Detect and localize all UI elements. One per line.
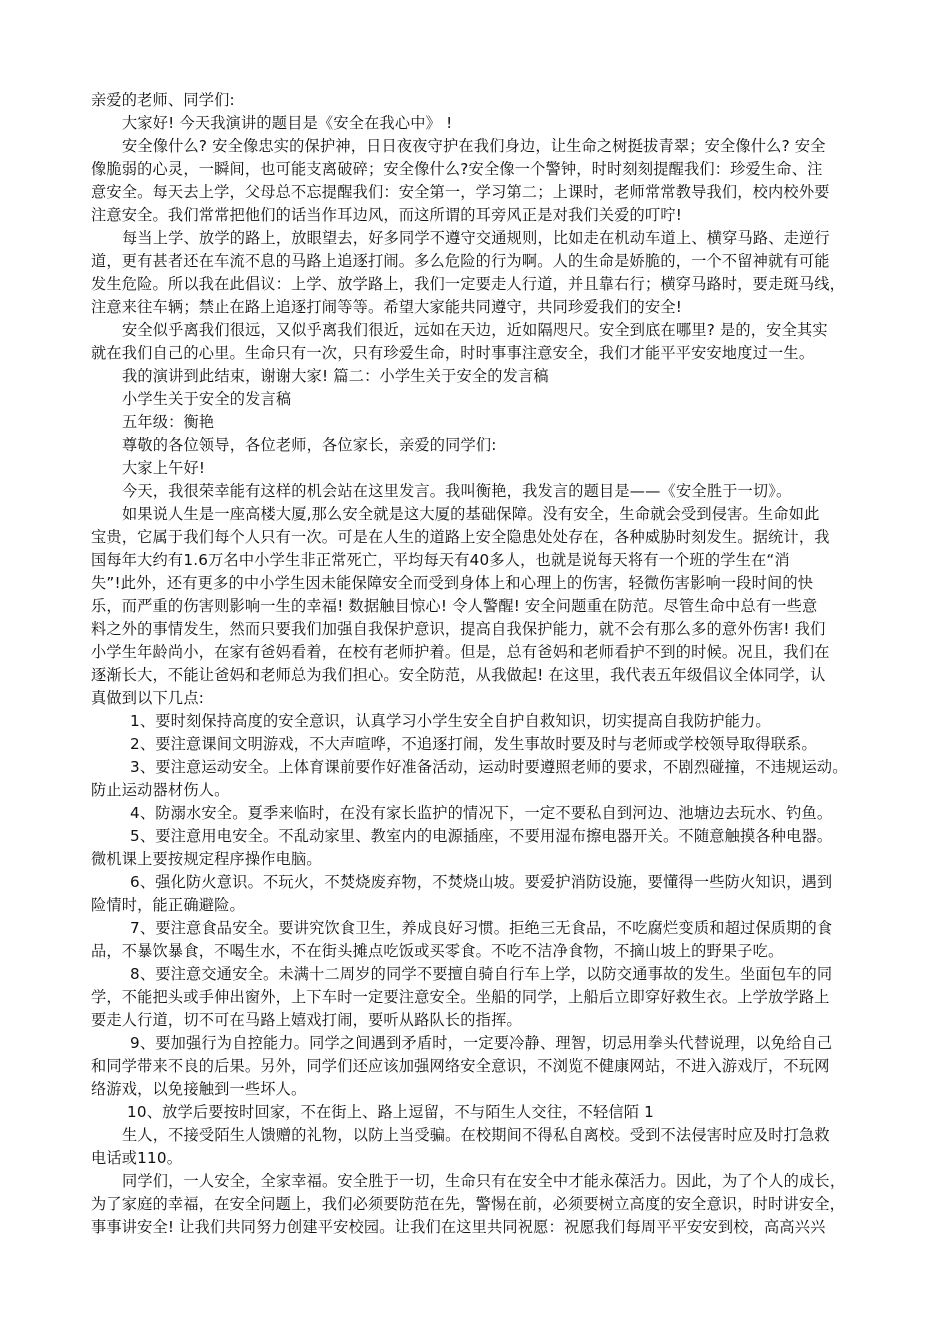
text-line: 每当上学、放学的路上，放眼望去，好多同学不遵守交通规则，比如走在机动车道上、横穿马路、走逆行 bbox=[122, 229, 830, 247]
text-line: 小学生年龄尚小，在家有爸妈看着，在校有老师护着。但是，总有爸妈和老师看护不到的时候。况且，我们在 bbox=[91, 643, 830, 661]
text-line: 4、防溺水安全。夏季来临时，在没有家长监护的情况下，一定不要私自到河边、池塘边去玩水、钓鱼。 bbox=[130, 804, 833, 822]
text-line: 险情时，能正确避险。 bbox=[91, 896, 245, 914]
text-line: 6、强化防火意识。不玩火，不焚烧废弃物，不焚烧山坡。要爱护消防设施，要懂得一些防火知识，遇到 bbox=[130, 873, 833, 891]
text-line: 注意安全。我们常常把他们的话当作耳边风，而这所谓的耳旁风正是对我们关爱的叮咛! bbox=[91, 206, 683, 224]
text-line: 防止运动器材伤人。 bbox=[91, 781, 230, 799]
text-line: 络游戏，以免接触到一些坏人。 bbox=[91, 1080, 307, 1098]
text-line: 要走人行道，切不可在马路上嬉戏打闹，要听从路队长的指挥。 bbox=[91, 1011, 522, 1029]
text-line: 生人，不接受陌生人馈赠的礼物，以防上当受骗。在校期间不得私自离校。受到不法侵害时应及时打急救 bbox=[122, 1126, 830, 1144]
text-line: 电话或110。 bbox=[91, 1149, 183, 1167]
text-line: 安全似乎离我们很远，又似乎离我们很近，远如在天边，近如隔咫尺。安全到底在哪里? 是的，安全其实 bbox=[122, 321, 828, 339]
text-line: 微机课上要按规定程序操作电脑。 bbox=[91, 850, 322, 868]
text-line: 1、要时刻保持高度的安全意识，认真学习小学生安全自护自救知识，切实提高自我防护能力。 bbox=[130, 712, 771, 730]
text-line: 宝贵，它属于我们每个人只有一次。可是在人生的道路上安全隐患处处存在，各种威胁时刻发生。据统计，我 bbox=[91, 528, 830, 546]
text-line: 同学们，一人安全，全家幸福。安全胜于一切，生命只有在安全中才能永葆活力。因此，为了个人的成长， bbox=[122, 1172, 846, 1190]
text-line: 注意来往车辆；禁止在路上追逐打闹等等。希望大家能共同遵守，共同珍爱我们的安全! bbox=[91, 298, 683, 316]
text-line: 真做到以下几点: bbox=[91, 689, 205, 707]
text-line: 事事讲安全! 让我们共同努力创建平安校园。让我们在这里共同祝愿：祝愿我们每周平平安安到校，高高兴兴 bbox=[91, 1218, 826, 1236]
text-line: 逐渐长大，不能让爸妈和老师总为我们担心。安全防范，从我做起! 在这里，我代表五年级倡议全体同学，认 bbox=[91, 666, 826, 684]
text-line: 如果说人生是一座高楼大厦,那么安全就是这大厦的基础保障。没有安全，生命就会受到侵害。生命如此 bbox=[122, 505, 820, 523]
text-line: 料之外的事情发生，然而只要我们加强自我保护意识，提高自我保护能力，就不会有那么多的意外伤害! 我们 bbox=[91, 620, 826, 638]
text-line: 乐，而严重的伤害则影响一生的幸福! 数据触目惊心! 令人警醒! 安全问题重在防范。尽管生命中总有一些意 bbox=[91, 597, 818, 615]
text-line: 品，不暴饮暴食，不喝生水，不在街头摊点吃饭或买零食。不吃不洁净食物，不摘山坡上的野果子吃。 bbox=[91, 942, 784, 960]
text-line: 道，更有甚者还在车流不息的马路上追逐打闹。多么危险的行为啊。人的生命是娇脆的，一个不留神就有可能 bbox=[91, 252, 830, 270]
document-page bbox=[91, 89, 861, 1239]
text-line: 失”!此外，还有更多的中小学生因未能保障安全而受到身体上和心理上的伤害，轻微伤害影响一段时间的快 bbox=[91, 574, 814, 592]
text-line: 大家好! 今天我演讲的题目是《安全在我心中》 ! bbox=[122, 114, 453, 132]
text-line: 小学生关于安全的发言稿 bbox=[122, 390, 292, 408]
text-line: 学，不能把头或手伸出窗外，上下车时一定要注意安全。坐船的同学，上船后立即穿好救生衣。上学放学路上 bbox=[91, 988, 830, 1006]
text-line: 大家上午好! bbox=[122, 459, 206, 477]
text-line: 10、放学后要按时回家，不在街上、路上逗留，不与陌生人交往，不轻信陌 1 bbox=[127, 1103, 655, 1121]
text-line: 发生危险。所以我在此倡议：上学、放学路上，我们一定要走人行道，并且靠右行；横穿马路时，要走斑马线， bbox=[91, 275, 845, 293]
text-line: 安全像什么? 安全像忠实的保护神，日日夜夜守护在我们身边，让生命之树挺拔青翠；安全像什么? 安全 bbox=[122, 137, 826, 155]
text-line: 我的演讲到此结束，谢谢大家! 篇二：小学生关于安全的发言稿 bbox=[122, 367, 549, 385]
text-line: 为了家庭的幸福，在安全问题上，我们必须要防范在先，警惕在前，必须要树立高度的安全意识，时时讲安全， bbox=[91, 1195, 845, 1213]
text-line: 5、要注意用电安全。不乱动家里、教室内的电源插座，不要用湿布擦电器开关。不随意触摸各种电器。 bbox=[130, 827, 833, 845]
text-line: 3、要注意运动安全。上体育课前要作好准备活动，运动时要遵照老师的要求，不剧烈碰撞，不违规运动。 bbox=[130, 758, 848, 776]
text-line: 亲爱的老师、同学们: bbox=[91, 91, 235, 109]
text-line: 7、要注意食品安全。要讲究饮食卫生，养成良好习惯。拒绝三无食品，不吃腐烂变质和超过保质期的食 bbox=[130, 919, 833, 937]
text-line: 意安全。每天去上学，父母总不忘提醒我们：安全第一，学习第二；上课时，老师常常教导我们，校内校外要 bbox=[91, 183, 830, 201]
text-line: 和同学带来不良的后果。另外，同学们还应该加强网络安全意识，不浏览不健康网站，不进入游戏厅，不玩网 bbox=[91, 1057, 830, 1075]
text-line: 2、要注意课间文明游戏，不大声喧哗，不追逐打闹，发生事故时要及时与老师或学校领导取得联系。 bbox=[130, 735, 817, 753]
text-line: 五年级：衡艳 bbox=[122, 413, 215, 431]
text-line: 像脆弱的心灵，一瞬间，也可能支离破碎；安全像什么?安全像一个警钟，时时刻刻提醒我们：珍爱生命、注 bbox=[91, 160, 823, 178]
text-line: 今天，我很荣幸能有这样的机会站在这里发言。我叫衡艳，我发言的题目是——《安全胜于一切》。 bbox=[122, 482, 792, 500]
text-line: 9、要加强行为自控能力。同学之间遇到矛盾时，一定要冷静、理智，切忌用拳头代替说理，以免给自己 bbox=[130, 1034, 833, 1052]
text-line: 就在我们自己的心里。生命只有一次，只有珍爱生命，时时事事注意安全，我们才能平平安安地度过一生。 bbox=[91, 344, 815, 362]
text-line: 尊敬的各位领导，各位老师，各位家长，亲爱的同学们: bbox=[122, 436, 497, 454]
text-line: 8、要注意交通安全。未满十二周岁的同学不要擅自骑自行车上学，以防交通事故的发生。坐面包车的同 bbox=[130, 965, 833, 983]
text-line: 国每年大约有1.6万名中小学生非正常死亡，平均每天有40多人，也就是说每天将有一个班的学生在“消 bbox=[91, 551, 790, 569]
